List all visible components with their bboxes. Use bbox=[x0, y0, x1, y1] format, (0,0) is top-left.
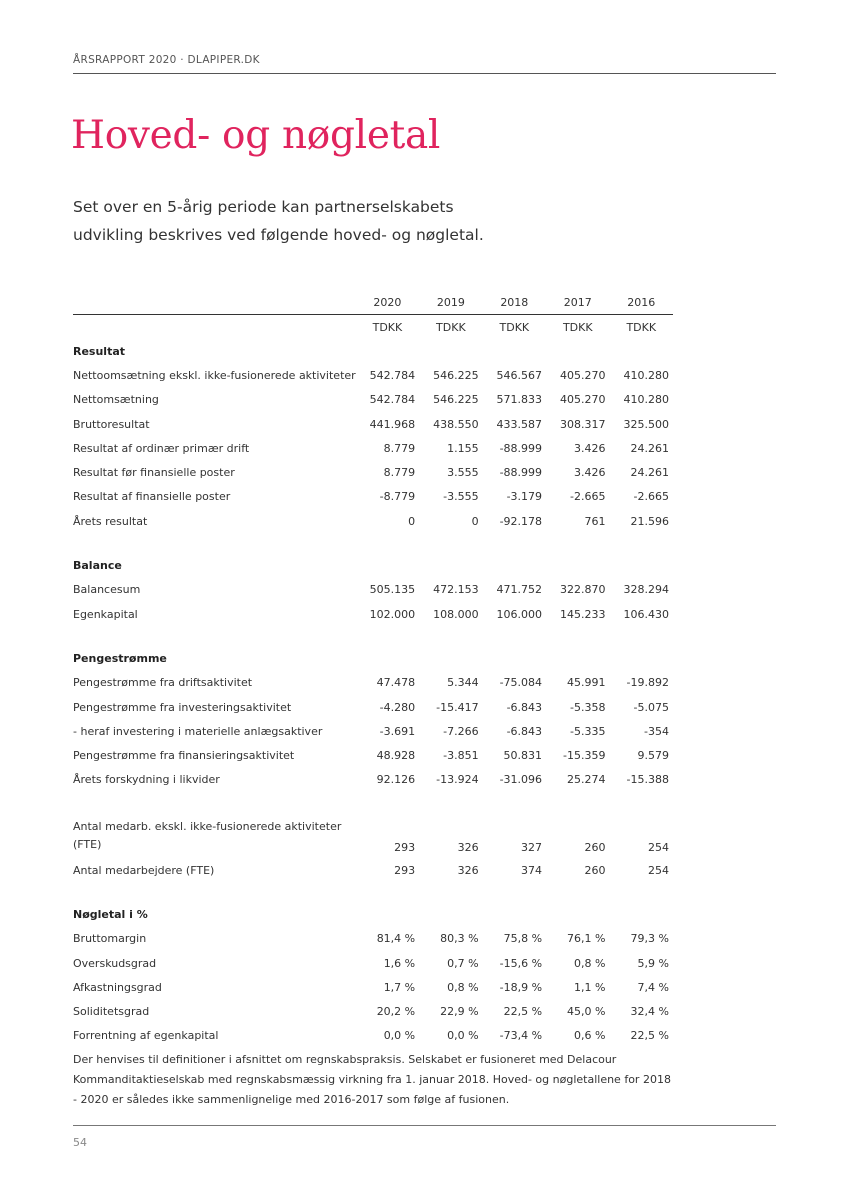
row-label: Resultat før finansielle poster bbox=[73, 466, 235, 480]
row-value: 374 bbox=[521, 863, 543, 877]
section-heading: Balance bbox=[73, 559, 122, 573]
row-value: -31.096 bbox=[499, 773, 543, 787]
intro-text: Set over en 5-årig periode kan partnerselskabets udvikling beskrives ved følgende hoved- og nøgletal. bbox=[73, 198, 484, 244]
row-value: 293 bbox=[394, 863, 416, 877]
row-label: Resultat af finansielle poster bbox=[73, 490, 231, 504]
unit-header-spacer bbox=[73, 315, 356, 340]
row-value: 75,8 % bbox=[503, 932, 543, 946]
row-value: -88.999 bbox=[499, 466, 543, 480]
key-figures-body bbox=[73, 290, 673, 1048]
row-label: Overskudsgrad bbox=[73, 956, 157, 970]
row-label: Antal medarb. ekskl. ikke-fusionerede aktiviteter (FTE) bbox=[73, 820, 342, 852]
section-heading-row bbox=[73, 339, 673, 363]
table-row bbox=[73, 578, 673, 602]
section-gap bbox=[73, 792, 673, 812]
row-label: Afkastningsgrad bbox=[73, 980, 162, 994]
section-heading-row bbox=[73, 646, 673, 670]
row-value: 22,5 % bbox=[630, 1029, 669, 1043]
row-value: -19.892 bbox=[626, 676, 669, 690]
row-value: -88.999 bbox=[499, 441, 543, 455]
table-row bbox=[73, 436, 673, 460]
table-row bbox=[73, 858, 673, 882]
section-gap bbox=[73, 626, 673, 646]
row-value: 405.270 bbox=[560, 393, 606, 407]
row-value: 79,3 % bbox=[630, 932, 669, 946]
row-value: 47.478 bbox=[376, 676, 416, 690]
row-value: 48.928 bbox=[376, 749, 416, 763]
page-number: 54 bbox=[73, 1136, 87, 1149]
row-value: 410.280 bbox=[623, 368, 669, 382]
row-value: 5.344 bbox=[447, 676, 479, 690]
row-value: 325.500 bbox=[623, 417, 669, 431]
row-value: -354 bbox=[644, 724, 669, 738]
table-row bbox=[73, 975, 673, 999]
table-row bbox=[73, 671, 673, 695]
row-value: 0 bbox=[408, 514, 416, 528]
running-header: ÅRSRAPPORT 2020 · DLAPIPER.DK bbox=[73, 54, 260, 66]
row-value: 108.000 bbox=[433, 607, 479, 621]
row-value: -3.691 bbox=[379, 724, 416, 738]
row-value: 80,3 % bbox=[440, 932, 479, 946]
row-value: 542.784 bbox=[369, 393, 416, 407]
row-value: 0,6 % bbox=[574, 1029, 606, 1043]
row-value: -13.924 bbox=[436, 773, 479, 787]
row-value: 308.317 bbox=[560, 417, 606, 431]
row-label: Pengestrømme fra investeringsaktivitet bbox=[73, 700, 292, 714]
page-title: Hoved- og nøgletal bbox=[71, 113, 441, 158]
row-value: 254 bbox=[648, 863, 669, 877]
row-value: 45,0 % bbox=[567, 1005, 606, 1019]
row-value: 9.579 bbox=[637, 749, 669, 763]
table-row bbox=[73, 602, 673, 626]
row-value: 505.135 bbox=[369, 583, 416, 597]
section-heading-row bbox=[73, 553, 673, 577]
row-value: -7.266 bbox=[443, 724, 479, 738]
row-value: -2.665 bbox=[633, 490, 669, 504]
table-row bbox=[73, 460, 673, 484]
row-value: 433.587 bbox=[496, 417, 543, 431]
row-value: -3.851 bbox=[443, 749, 479, 763]
row-value: 102.000 bbox=[369, 607, 416, 621]
section-heading: Nøgletal i % bbox=[73, 907, 148, 921]
row-value: 405.270 bbox=[560, 368, 606, 382]
row-value: 761 bbox=[584, 514, 606, 528]
row-value: 441.968 bbox=[369, 417, 416, 431]
row-value: -3.179 bbox=[506, 490, 543, 504]
table-row bbox=[73, 1024, 673, 1048]
row-value: 8.779 bbox=[383, 466, 416, 480]
row-value: 22,9 % bbox=[440, 1005, 479, 1019]
table-row bbox=[73, 1000, 673, 1024]
row-value: 0,8 % bbox=[574, 956, 606, 970]
row-value: -5.335 bbox=[570, 724, 606, 738]
footer-divider bbox=[73, 1125, 776, 1126]
row-value: -6.843 bbox=[506, 700, 543, 714]
row-value: 0,7 % bbox=[447, 956, 479, 970]
table-row bbox=[73, 695, 673, 719]
row-value: -15.388 bbox=[626, 773, 669, 787]
row-value: 1.155 bbox=[447, 441, 479, 455]
row-value: 546.225 bbox=[433, 368, 479, 382]
row-value: 5,9 % bbox=[637, 956, 669, 970]
row-label: Bruttoresultat bbox=[73, 417, 150, 431]
section-gap bbox=[73, 882, 673, 902]
row-value: 0,8 % bbox=[447, 980, 479, 994]
table-row bbox=[73, 743, 673, 767]
row-label: Nettoomsætning ekskl. ikke-fusionerede aktiviteter bbox=[73, 368, 356, 382]
row-value: 260 bbox=[584, 841, 606, 855]
header-divider bbox=[73, 73, 776, 74]
table-row bbox=[73, 812, 673, 858]
footnote-text: Der henvises til definitioner i afsnittet om regnskabspraksis. Selskabet er fusioneret med Delacour Kommanditaktieselskab med regnskabsmæssig virkning fra 1. januar 2018. Hoved- og nøgletallene for 2018 - 2020 er således ikke sammenlignelige med 2016-2017 som følge af fusionen. bbox=[73, 1053, 671, 1106]
row-value: 45.991 bbox=[567, 676, 606, 690]
unit-header-cell: TDKK bbox=[372, 320, 403, 334]
row-value: 326 bbox=[457, 863, 479, 877]
gap-cell bbox=[73, 792, 673, 812]
row-value: 106.430 bbox=[623, 607, 669, 621]
row-value: 571.833 bbox=[496, 393, 543, 407]
row-value: 1,6 % bbox=[383, 956, 416, 970]
row-value: 24.261 bbox=[630, 441, 669, 455]
row-value: -15.417 bbox=[436, 700, 479, 714]
row-value: 1,1 % bbox=[574, 980, 606, 994]
table-row bbox=[73, 927, 673, 951]
gap-cell bbox=[73, 533, 673, 553]
row-value: 76,1 % bbox=[567, 932, 606, 946]
year-header-cell: 2016 bbox=[610, 290, 674, 315]
row-label: Nettomsætning bbox=[73, 393, 159, 407]
row-value: 3.555 bbox=[447, 466, 479, 480]
row-value: 438.550 bbox=[433, 417, 479, 431]
unit-header-cell: TDKK bbox=[562, 320, 593, 334]
row-value: -5.358 bbox=[570, 700, 606, 714]
unit-header bbox=[73, 315, 673, 340]
key-figures-table bbox=[73, 290, 673, 1048]
year-header-cell: 2017 bbox=[546, 290, 609, 315]
table-row bbox=[73, 388, 673, 412]
row-label: Pengestrømme fra finansieringsaktivitet bbox=[73, 749, 295, 763]
row-value: 81,4 % bbox=[376, 932, 416, 946]
year-header-cell: 2018 bbox=[483, 290, 546, 315]
row-value: 20,2 % bbox=[376, 1005, 416, 1019]
row-value: 293 bbox=[394, 841, 416, 855]
table-row bbox=[73, 768, 673, 792]
row-value: -2.665 bbox=[570, 490, 606, 504]
row-value: 50.831 bbox=[503, 749, 543, 763]
row-value: 322.870 bbox=[560, 583, 606, 597]
section-heading-row bbox=[73, 902, 673, 926]
row-label: - heraf investering i materielle anlægsaktiver bbox=[73, 724, 323, 738]
row-value: -4.280 bbox=[379, 700, 416, 714]
row-value: -15.359 bbox=[563, 749, 606, 763]
row-value: -15,6 % bbox=[499, 956, 543, 970]
table-row bbox=[73, 412, 673, 436]
row-value: 0,0 % bbox=[383, 1029, 416, 1043]
unit-header-cell: TDKK bbox=[499, 320, 530, 334]
row-value: 0 bbox=[471, 514, 479, 528]
row-value: 3.426 bbox=[574, 466, 606, 480]
row-value: 546.225 bbox=[433, 393, 479, 407]
section-heading: Resultat bbox=[73, 344, 126, 358]
row-label: Antal medarbejdere (FTE) bbox=[73, 863, 215, 877]
section-heading: Pengestrømme bbox=[73, 651, 167, 665]
row-value: -5.075 bbox=[633, 700, 669, 714]
row-value: -8.779 bbox=[379, 490, 416, 504]
row-label: Bruttomargin bbox=[73, 932, 147, 946]
section-gap bbox=[73, 533, 673, 553]
row-value: 326 bbox=[457, 841, 479, 855]
table-row bbox=[73, 509, 673, 533]
row-value: 472.153 bbox=[433, 583, 479, 597]
row-value: -75.084 bbox=[499, 676, 543, 690]
row-value: 546.567 bbox=[496, 368, 543, 382]
row-value: 8.779 bbox=[383, 441, 416, 455]
row-value: 471.752 bbox=[496, 583, 543, 597]
year-header-spacer bbox=[73, 290, 356, 315]
row-value: 254 bbox=[648, 841, 669, 855]
row-value: 7,4 % bbox=[637, 980, 669, 994]
row-value: -92.178 bbox=[499, 514, 543, 528]
row-value: 21.596 bbox=[630, 514, 669, 528]
row-value: 24.261 bbox=[630, 466, 669, 480]
row-value: 32,4 % bbox=[630, 1005, 669, 1019]
row-value: 327 bbox=[521, 841, 543, 855]
row-value: 92.126 bbox=[376, 773, 416, 787]
row-label: Forrentning af egenkapital bbox=[73, 1029, 219, 1043]
row-value: 106.000 bbox=[496, 607, 543, 621]
table-row bbox=[73, 363, 673, 387]
row-label: Resultat af ordinær primær drift bbox=[73, 441, 250, 455]
row-value: 1,7 % bbox=[383, 980, 416, 994]
unit-header-cell: TDKK bbox=[436, 320, 466, 334]
row-value: -73,4 % bbox=[499, 1029, 543, 1043]
row-value: 0,0 % bbox=[447, 1029, 479, 1043]
table-row bbox=[73, 485, 673, 509]
year-header-cell: 2020 bbox=[356, 290, 419, 315]
row-value: 410.280 bbox=[623, 393, 669, 407]
year-header bbox=[73, 290, 673, 315]
row-value: -18,9 % bbox=[499, 980, 543, 994]
row-value: 3.426 bbox=[574, 441, 606, 455]
row-label: Årets resultat bbox=[73, 514, 148, 528]
row-value: 328.294 bbox=[623, 583, 669, 597]
row-label: Pengestrømme fra driftsaktivitet bbox=[73, 676, 253, 690]
gap-cell bbox=[73, 626, 673, 646]
row-label: Årets forskydning i likvider bbox=[73, 773, 220, 787]
row-value: -6.843 bbox=[506, 724, 543, 738]
row-value: 25.274 bbox=[567, 773, 606, 787]
unit-header-cell: TDKK bbox=[626, 320, 657, 334]
row-value: 145.233 bbox=[560, 607, 606, 621]
table-row bbox=[73, 951, 673, 975]
row-value: 542.784 bbox=[369, 368, 416, 382]
gap-cell bbox=[73, 882, 673, 902]
table-row bbox=[73, 719, 673, 743]
row-value: 260 bbox=[584, 863, 606, 877]
row-label: Egenkapital bbox=[73, 607, 138, 621]
year-header-cell: 2019 bbox=[419, 290, 482, 315]
row-label: Balancesum bbox=[73, 583, 141, 597]
row-value: 22,5 % bbox=[503, 1005, 543, 1019]
row-label: Soliditetsgrad bbox=[73, 1005, 150, 1019]
row-value: -3.555 bbox=[443, 490, 479, 504]
